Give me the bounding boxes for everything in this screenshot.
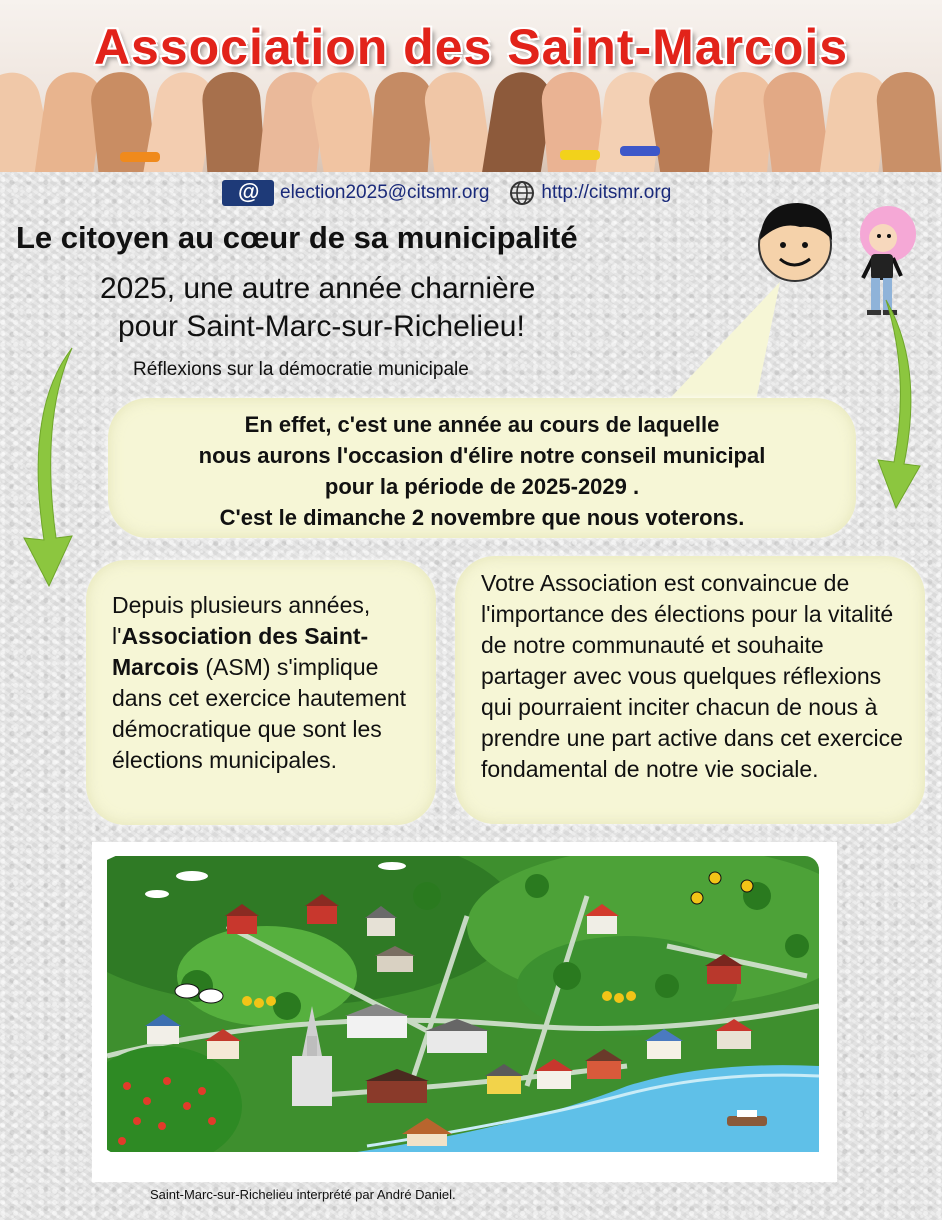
subtitle-line-1: 2025, une autre année charnière — [100, 272, 536, 305]
village-map-illustration — [92, 842, 837, 1182]
wristband — [560, 150, 600, 160]
email-icon — [222, 180, 274, 206]
cycle-arrow-left — [14, 340, 84, 590]
association-name: Association des Saint-Marcois — [112, 623, 369, 680]
conviction-text: Votre Association est convaincue de l'importance des élections pour la vitalité de notre communauté et souhaite partager avec vous quelques réflexions qui pourraient inciter chacun de nous à prendre une part active dans cet exercice fondamental de notre vie sociale. — [481, 570, 903, 782]
announcement-line-1: En effet, c'est une année au cours de laquelle — [244, 412, 720, 437]
village-map-image — [107, 856, 819, 1152]
hand-illustration — [874, 70, 942, 172]
wristband — [620, 146, 660, 156]
wristband — [120, 152, 160, 162]
page-title: Le citoyen au cœur de sa municipalité — [16, 220, 578, 255]
header-banner — [0, 0, 942, 172]
subtitle-line-2: pour Saint-Marc-sur-Richelieu! — [118, 310, 525, 343]
involvement-text-start: Depuis plusieurs années, l' — [112, 592, 371, 649]
announcement-line-2: nous aurons l'occasion d'élire notre conseil municipal — [198, 443, 766, 468]
hand-illustration — [201, 70, 268, 172]
globe-icon — [509, 180, 535, 206]
hand-illustration — [368, 70, 435, 172]
map-caption: Saint-Marc-sur-Richelieu interprété par André Daniel. — [150, 1187, 456, 1202]
boy-face-icon — [750, 195, 840, 285]
email-link[interactable]: election2025@citsmr.org — [280, 182, 490, 203]
announcement-line-3: pour la période de 2025-2029 . — [324, 474, 640, 499]
reflexions-caption: Réflexions sur la démocratie municipale — [133, 359, 469, 380]
contact-line — [222, 178, 671, 208]
asm-involvement-bubble — [86, 560, 436, 825]
announcement-line-4: C'est le dimanche 2 novembre que nous voterons. — [219, 505, 745, 530]
association-conviction-bubble — [455, 556, 925, 824]
involvement-text-end: (ASM) s'implique dans cet exercice hautement démocratique que sont les élections municipales. — [112, 654, 407, 773]
banner-title: Association des Saint-Marcois — [93, 19, 849, 75]
website-link[interactable]: http://citsmr.org — [541, 182, 672, 203]
subtitle — [100, 270, 535, 346]
cycle-arrow-right — [872, 296, 932, 511]
election-announcement-bubble — [108, 398, 856, 538]
